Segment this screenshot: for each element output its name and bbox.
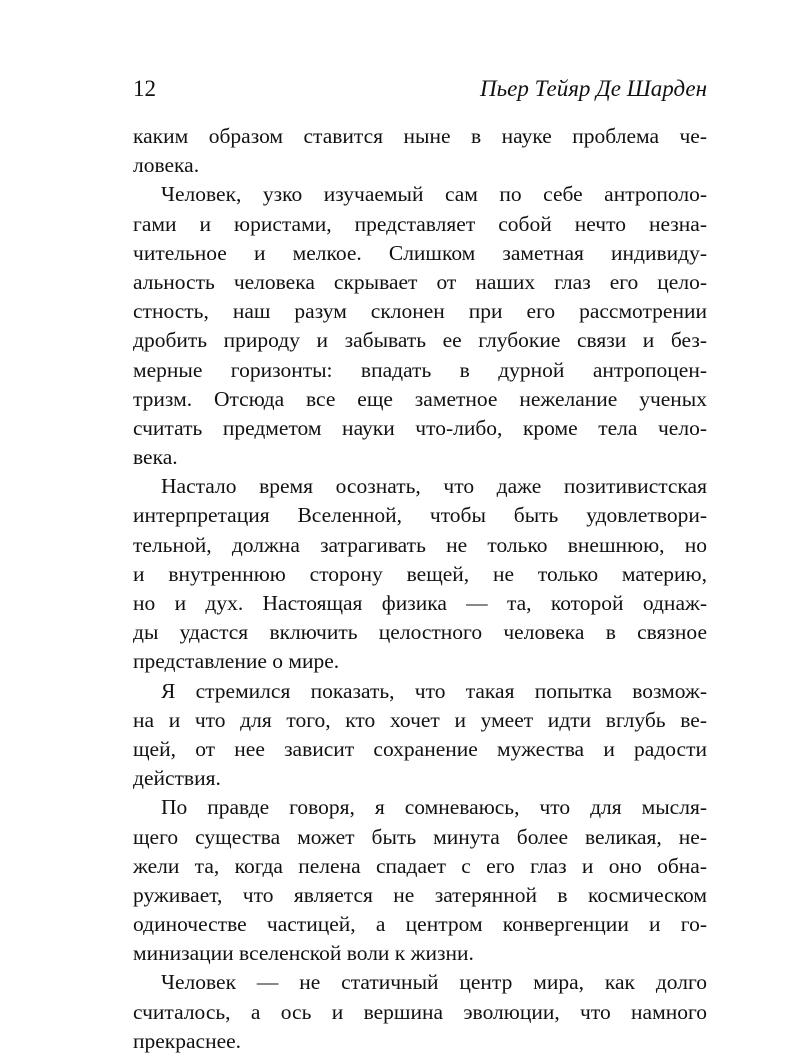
text-line: тризм. Отсюда все еще заметное нежелание ученых bbox=[133, 386, 707, 411]
text-line: Человек — не статичный центр мира, как долго bbox=[161, 970, 707, 995]
text-line: альность человека скрывает от наших глаз его цело- bbox=[133, 269, 707, 294]
text-line: щего существа может быть минута более великая, не- bbox=[133, 824, 707, 849]
text-line: дробить природу и забывать ее глубокие связи и без- bbox=[133, 328, 707, 353]
text-line: представление о мире. bbox=[133, 649, 340, 674]
text-line: минизации вселенской воли к жизни. bbox=[133, 941, 474, 966]
text-line: тельной, должна затрагивать не только внешнюю, но bbox=[133, 532, 707, 557]
running-header bbox=[133, 74, 707, 104]
text-line: Человек, узко изучаемый сам по себе антрополо- bbox=[161, 182, 707, 207]
book-page bbox=[133, 74, 707, 1056]
text-line: считать предметом науки что-либо, кроме тела чело- bbox=[133, 415, 707, 440]
text-line: каким образом ставится ныне в науке проблема че- bbox=[133, 124, 707, 148]
text-line: По правде говоря, я сомневаюсь, что для мысля- bbox=[161, 795, 707, 820]
text-line: и внутреннюю сторону вещей, не только материю, bbox=[133, 561, 707, 586]
text-line: интерпретация Вселенной, чтобы быть удовлетвори- bbox=[133, 503, 707, 528]
text-line: Я стремился показать, что такая попытка возмож- bbox=[161, 678, 707, 703]
text-line: стность, наш разум склонен при его рассмотрении bbox=[133, 299, 707, 324]
text-line: века. bbox=[133, 445, 178, 470]
text-line: чительное и мелкое. Слишком заметная индивиду- bbox=[133, 240, 707, 265]
text-line: щей, от нее зависит сохранение мужества и радости bbox=[133, 736, 707, 761]
text-line: но и дух. Настоящая физика — та, которой однаж- bbox=[133, 591, 707, 615]
text-line: жели та, когда пелена спадает с его глаз и оно обна- bbox=[133, 853, 707, 878]
text-line: одиночестве частицей, а центром конвергенции и го- bbox=[133, 912, 707, 937]
text-line: руживает, что является не затерянной в космическом bbox=[133, 882, 707, 907]
text-line: ды удастся включить целостного человека в связное bbox=[133, 620, 707, 645]
text-line: считалось, а ось и вершина эволюции, что намного bbox=[133, 999, 707, 1024]
text-line: гами и юристами, представляет собой нечто незна- bbox=[133, 211, 707, 236]
text-line: прекраснее. bbox=[133, 1028, 242, 1053]
text-line: на и что для того, кто хочет и умеет идти вглубь ве- bbox=[133, 707, 707, 732]
text-line: действия. bbox=[133, 766, 221, 791]
text-line: ловека. bbox=[133, 153, 200, 178]
text-line: Настало время осознать, что даже позитивистская bbox=[161, 474, 707, 499]
running-header-author: Пьер Тейяр Де Шарден bbox=[480, 76, 707, 101]
text-line: мерные горизонты: впадать в дурной антропоцен- bbox=[133, 357, 707, 382]
page-number: 12 bbox=[133, 76, 156, 101]
body-text bbox=[133, 122, 707, 1056]
